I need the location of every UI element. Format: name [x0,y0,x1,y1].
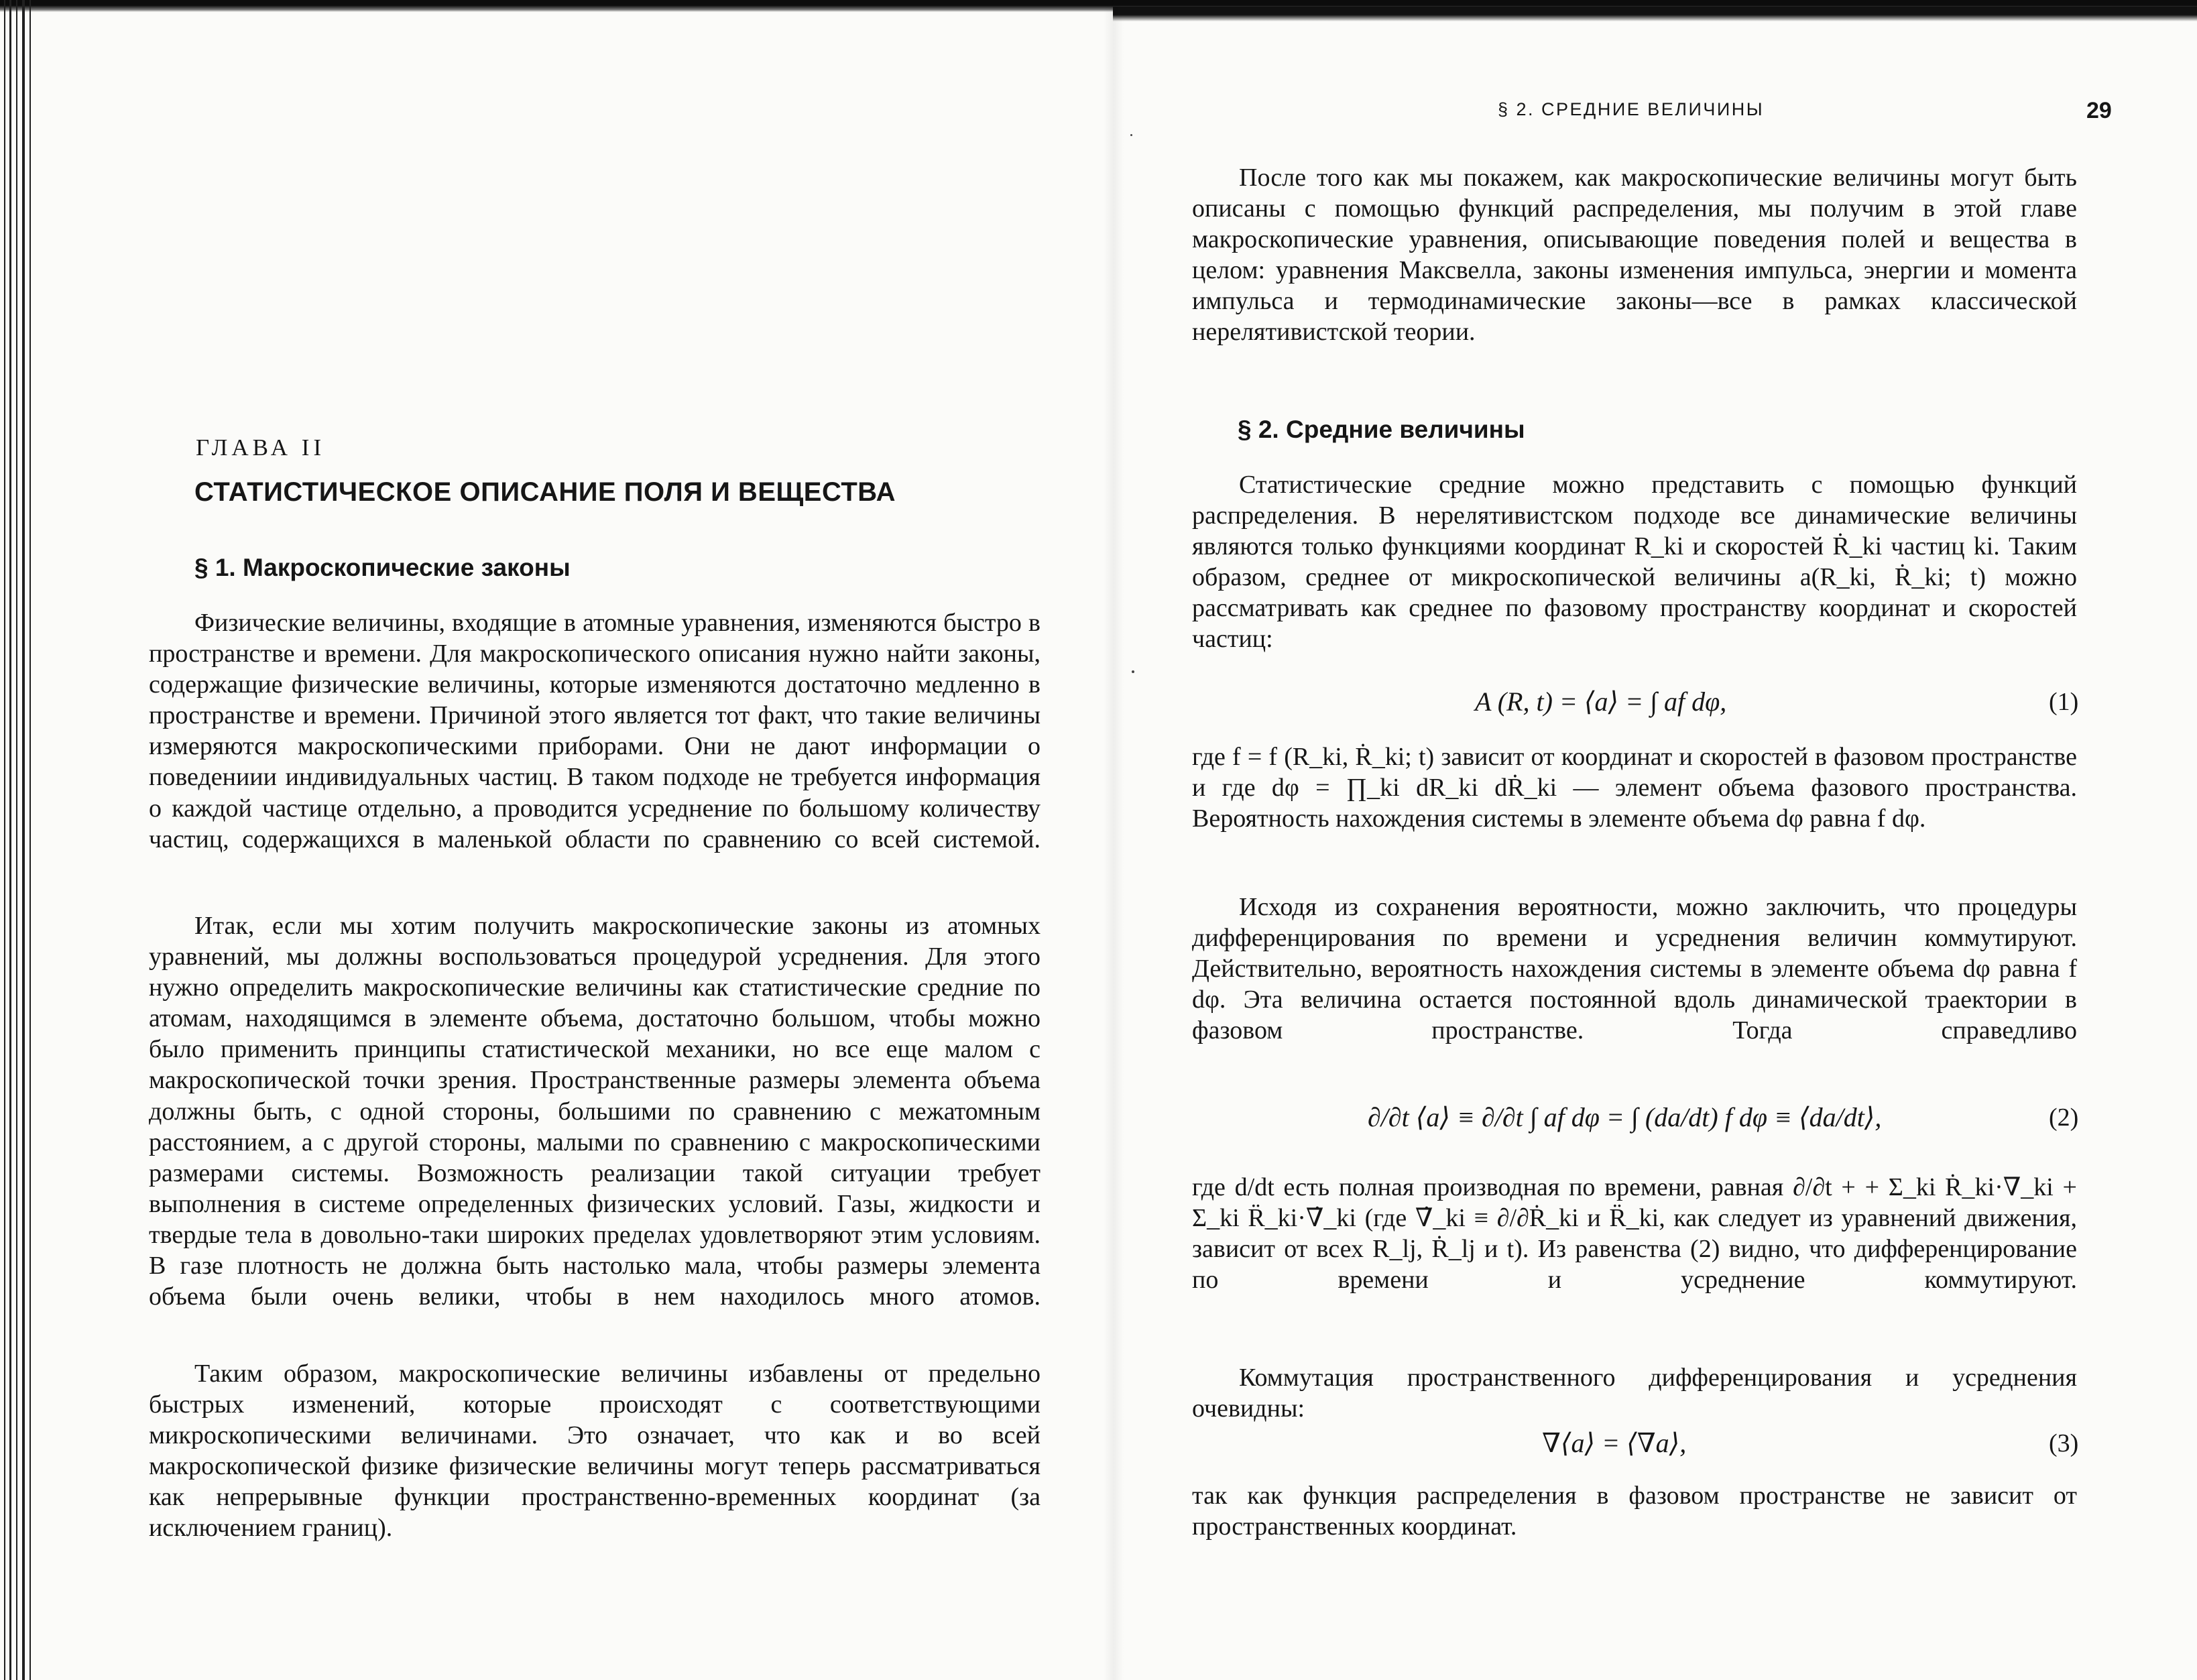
paragraph: где d/dt есть полная производная по времени, равная ∂/∂t + + Σ_ki Ṙ_ki·∇_ki + Σ_ki R̈_ki·∇̇_ki (где ∇̇_ki ≡ ∂/∂Ṙ_ki и R̈_ki, как следует из уравнений движения, зависит от всех R_lj, Ṙ_lj и t). Из равенства (2) видно, что дифференцирование по времени и усреднение коммутируют. [1192,1173,2077,1295]
right-page [1113,0,2197,1680]
equation-number: (3) [2049,1429,2079,1457]
paragraph: Статистические средние можно представить с помощью функций распределения. В нерелятивистском подходе все динамические величины являются только функциями координат R_ki и скоростей Ṙ_ki частиц ki. Таким образом, среднее от микроскопической величины a(R_ki, Ṙ_ki; t) можно рассматривать как среднее по фазовому пространству координат и скоростей частиц: [1192,471,2077,654]
page-number: 29 [2086,98,2112,123]
chapter-label: ГЛАВА II [196,434,326,461]
paragraph: Физические величины, входящие в атомные уравнения, изменяются быстро в пространстве и времени. Для макроскопического описания нужно найти законы, содержащие физические величины, которые изменяются достаточно медленно в пространстве и времени. Причиной этого является тот факт, что такие величины измеряются макроскопическими приборами. Они не дают информации о поведениии индивидуальных частиц. В таком подходе не требуется информация о каждой частице отдельно, а проводится усреднение по большому количеству частиц, содержащихся в маленькой области по сравнению со всей системой. [149,609,1041,853]
equation-number: (2) [2049,1103,2079,1132]
equation-2: ∂/∂t ⟨a⟩ ≡ ∂/∂t ∫ af dφ = ∫ (da/dt) f dφ ≡ ⟨da/dt⟩, [1368,1102,1882,1132]
equation-number: (1) [2049,688,2079,716]
paragraph: Таким образом, макроскопические величины избавлены от предельно быстрых изменений, которые происходят с соответствующими микроскопическими величинами. Это означает, что как и во всей макроскопической физике физические величины могут теперь рассматриваться как непрерывные функции пространственно-временных координат (за исключением границ). [149,1360,1041,1543]
paragraph: Коммутация пространственного дифференцирования и усреднения очевидны: [1192,1364,2077,1423]
paragraph: Исходя из сохранения вероятности, можно заключить, что процедуры дифференцирования по времени и усреднения величин коммутируют. Действительно, вероятность нахождения системы в элементе объема dφ равна f dφ. Эта величина остается постоянной вдоль динамической траектории в фазовом пространстве. Тогда справедливо [1192,893,2077,1045]
section-title: § 1. Макроскопические законы [194,554,571,581]
paragraph: где f = f (R_ki, Ṙ_ki; t) зависит от координат и скоростей в фазовом пространстве и где dφ = ∏_ki dR_ki dṘ_ki — элемент объема фазового пространства. Вероятность нахождения системы в элементе объема dφ равна f dφ. [1192,743,2077,833]
section-title: § 2. Средние величины [1238,416,1525,443]
chapter-title: СТАТИСТИЧЕСКОЕ ОПИСАНИЕ ПОЛЯ И ВЕЩЕСТВА [194,477,896,507]
paragraph: так как функция распределения в фазовом пространстве не зависит от пространственных координат. [1192,1482,2077,1541]
intro-paragraph: После того как мы покажем, как макроскопические величины могут быть описаны с помощью функций распределения, мы получим в этой главе макроскопические уравнения, описывающие поведения полей и вещества в целом: уравнения Максвелла, законы изменения импульса, энергии и момента импульса и термодинамические законы—все в рамках классической нерелятивистской теории. [1192,164,2077,347]
equation-1: A (R, t) = ⟨a⟩ = ∫ af dφ, [1475,686,1727,717]
running-title: § 2. СРЕДНИЕ ВЕЛИЧИНЫ [1498,99,1765,119]
equation-3: ∇⟨a⟩ = ⟨∇a⟩, [1542,1428,1687,1458]
paragraph: Итак, если мы хотим получить макроскопические законы из атомных уравнений, мы должны воспользоваться процедурой усреднения. Для этого нужно определить макроскопические величины как статистические средние по атомам, находящимся в элементе объема, достаточно большом, чтобы можно было применить принципы статистической механики, но все еще малом с макроскопической точки зрения. Пространственные размеры элемента объема должны быть, с одной стороны, большими по сравнению с межатомным расстоянием, а с другой стороны, малыми по сравнению с макроскопическими размерами системы. Возможность реализации такой ситуации требует выполнения в системе определенных физических условий. Газы, жидкости и твердые тела в довольно-таки широких пределах удовлетворяют этим условиям. В газе плотность не должна быть настолько мала, чтобы размеры элемента объема были очень велики, чтобы в нем находилось много атомов. [149,912,1041,1311]
